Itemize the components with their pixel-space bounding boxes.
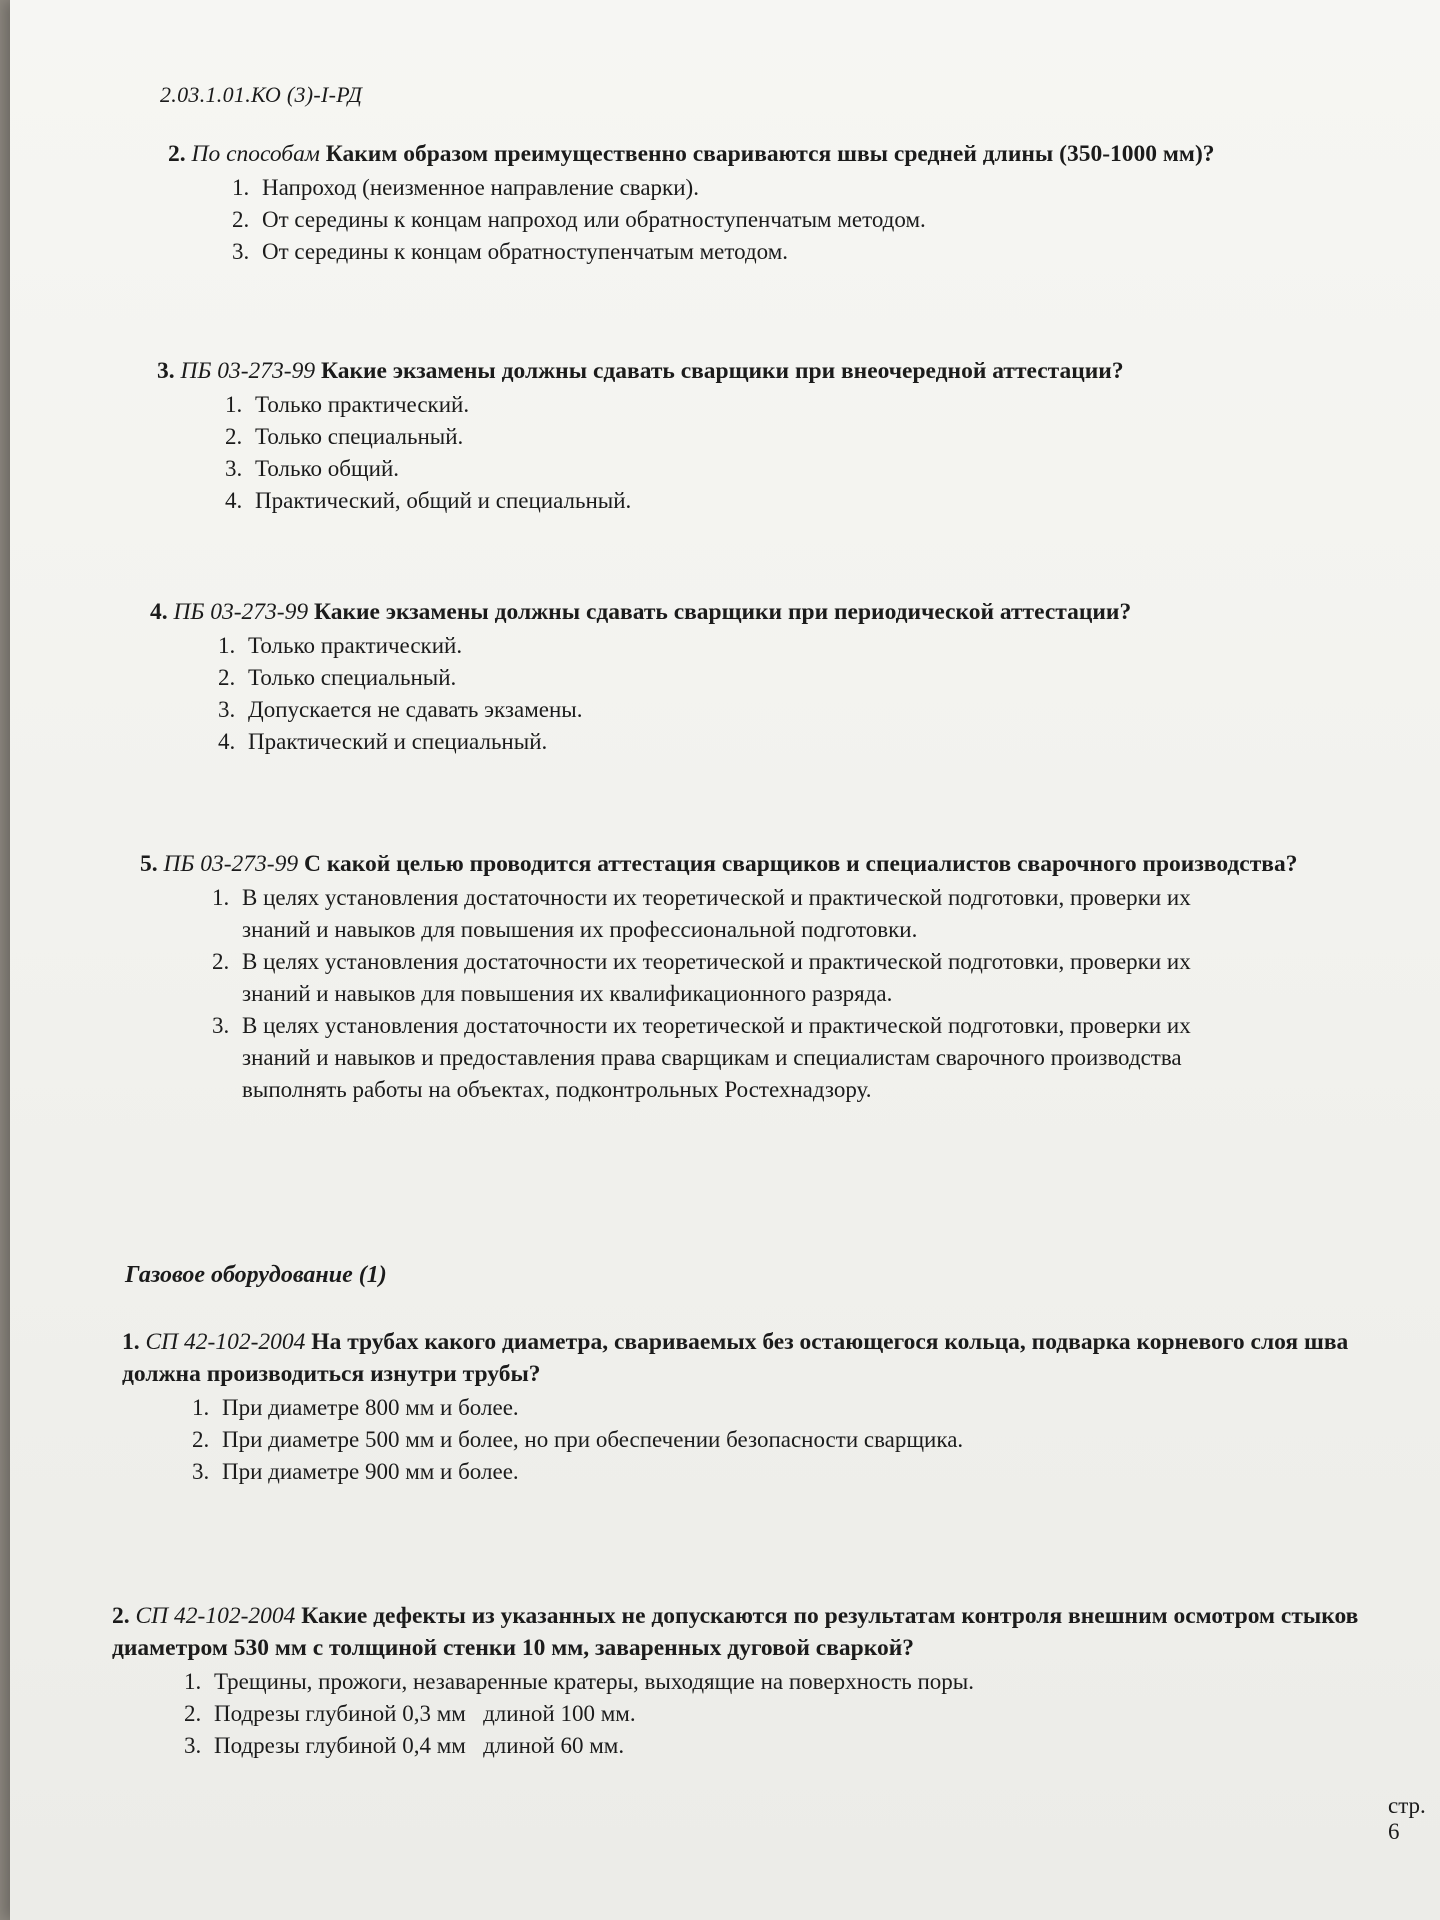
answer-option	[192, 1424, 1352, 1456]
document-page	[10, 0, 1440, 1920]
answer-option	[192, 1456, 1352, 1488]
question-heading	[150, 596, 1350, 628]
option-text: Напроход (неизменное направление сварки).	[262, 175, 699, 200]
question-block	[168, 138, 1368, 268]
option-number: 3.	[218, 697, 236, 722]
question-reference: СП 42-102-2004	[135, 1603, 296, 1629]
question-number: 1.	[122, 1329, 140, 1355]
option-number: 2.	[184, 1701, 202, 1726]
option-text: Только практический.	[255, 392, 470, 417]
option-text: В целях установления достаточности их теоретической и практической подготовки, проверки их знаний и навыков и предоставления права сварщикам и специалистам сварочного производства выполнять работы на объектах, подконтрольных Ростехнадзору.	[242, 1013, 1191, 1102]
option-number: 1.	[212, 885, 230, 910]
question-number: 5.	[140, 851, 158, 877]
question-number: 3.	[157, 358, 175, 384]
option-number: 3.	[184, 1733, 202, 1758]
question-text: Какие экзамены должны сдавать сварщики при периодической аттестации?	[313, 599, 1132, 625]
question-block	[157, 355, 1357, 517]
answer-option	[212, 1010, 1212, 1106]
option-number: 3.	[212, 1013, 230, 1038]
option-number: 1.	[218, 633, 236, 658]
answer-option	[225, 389, 1357, 421]
question-reference: ПБ 03-273-99	[173, 599, 309, 625]
answer-option	[232, 236, 1368, 268]
question-text: Какие дефекты из указанных не допускаются по результатам контроля внешним осмотром стыков диаметром 530 мм с толщиной стенки 10 мм, заваренных дуговой сваркой?	[112, 1603, 1359, 1661]
option-number: 1.	[192, 1395, 210, 1420]
option-number: 1.	[184, 1669, 202, 1694]
question-block	[150, 596, 1350, 758]
option-number: 1.	[232, 175, 250, 200]
answer-option	[192, 1392, 1352, 1424]
option-text: От середины к концам обратноступенчатым методом.	[262, 239, 789, 264]
option-text: Подрезы глубиной 0,3 мм длиной 100 мм.	[214, 1701, 636, 1726]
question-text: Каким образом преимущественно свариваются швы средней длины (350-1000 мм)?	[325, 141, 1215, 167]
option-number: 2.	[212, 949, 230, 974]
section-title: Газовое оборудование (1)	[125, 1262, 387, 1288]
question-block	[122, 1326, 1352, 1488]
document-code: 2.03.1.01.КО (3)-I-РД	[160, 82, 363, 107]
option-text: Практический и специальный.	[248, 729, 548, 754]
answer-option	[232, 204, 1368, 236]
answer-option	[218, 630, 1350, 662]
option-number: 2.	[192, 1427, 210, 1452]
answer-option	[218, 726, 1350, 758]
option-text: Подрезы глубиной 0,4 мм длиной 60 мм.	[214, 1733, 625, 1758]
question-block	[112, 1600, 1412, 1762]
option-number: 3.	[232, 239, 250, 264]
question-reference: ПБ 03-273-99	[163, 851, 299, 877]
option-number: 1.	[225, 392, 243, 417]
option-number: 3.	[225, 456, 243, 481]
question-text: Какие экзамены должны сдавать сварщики при внеочередной аттестации?	[320, 358, 1124, 384]
answer-option	[184, 1730, 1412, 1762]
option-number: 4.	[218, 729, 236, 754]
question-text: На трубах какого диаметра, свариваемых без остающегося кольца, подварка корневого слоя шва должна производиться изнутри трубы?	[122, 1329, 1349, 1387]
question-heading	[112, 1600, 1412, 1664]
option-text: В целях установления достаточности их теоретической и практической подготовки, проверки их знаний и навыков для повышения их квалификационного разряда.	[242, 949, 1191, 1006]
option-number: 2.	[232, 207, 250, 232]
question-number: 2.	[168, 141, 186, 167]
question-heading	[140, 848, 1320, 880]
option-number: 4.	[225, 488, 243, 513]
option-text: Только общий.	[255, 456, 400, 481]
answer-option	[225, 485, 1357, 517]
option-text: При диаметре 900 мм и более.	[222, 1459, 519, 1484]
option-number: 2.	[218, 665, 236, 690]
question-reference: ПБ 03-273-99	[180, 358, 316, 384]
answer-option	[184, 1666, 1412, 1698]
answer-option	[218, 694, 1350, 726]
question-reference: СП 42-102-2004	[145, 1329, 306, 1355]
question-text: С какой целью проводится аттестация сварщиков и специалистов сварочного производства?	[303, 851, 1298, 877]
option-text: Только специальный.	[248, 665, 457, 690]
answer-option	[212, 946, 1212, 1010]
question-block	[140, 848, 1320, 1106]
option-text: При диаметре 800 мм и более.	[222, 1395, 519, 1420]
option-number: 2.	[225, 424, 243, 449]
question-number: 2.	[112, 1603, 130, 1629]
question-number: 4.	[150, 599, 168, 625]
option-text: Только практический.	[248, 633, 463, 658]
option-text: В целях установления достаточности их теоретической и практической подготовки, проверки их знаний и навыков для повышения их профессиональной подготовки.	[242, 885, 1191, 942]
answer-option	[225, 453, 1357, 485]
question-heading	[168, 138, 1368, 170]
option-text: При диаметре 500 мм и более, но при обеспечении безопасности сварщика.	[222, 1427, 964, 1452]
option-text: Допускается не сдавать экзамены.	[248, 697, 583, 722]
option-text: От середины к концам напроход или обратноступенчатым методом.	[262, 207, 926, 232]
answer-option	[184, 1698, 1412, 1730]
question-heading	[122, 1326, 1352, 1390]
answer-option	[225, 421, 1357, 453]
option-text: Только специальный.	[255, 424, 464, 449]
page-number: стр. 6	[1388, 1793, 1426, 1844]
question-reference: По способам	[191, 141, 320, 167]
option-number: 3.	[192, 1459, 210, 1484]
option-text: Трещины, прожоги, незаваренные кратеры, выходящие на поверхность поры.	[214, 1669, 974, 1694]
option-text: Практический, общий и специальный.	[255, 488, 632, 513]
answer-option	[232, 172, 1368, 204]
answer-option	[212, 882, 1212, 946]
answer-option	[218, 662, 1350, 694]
question-heading	[157, 355, 1357, 387]
